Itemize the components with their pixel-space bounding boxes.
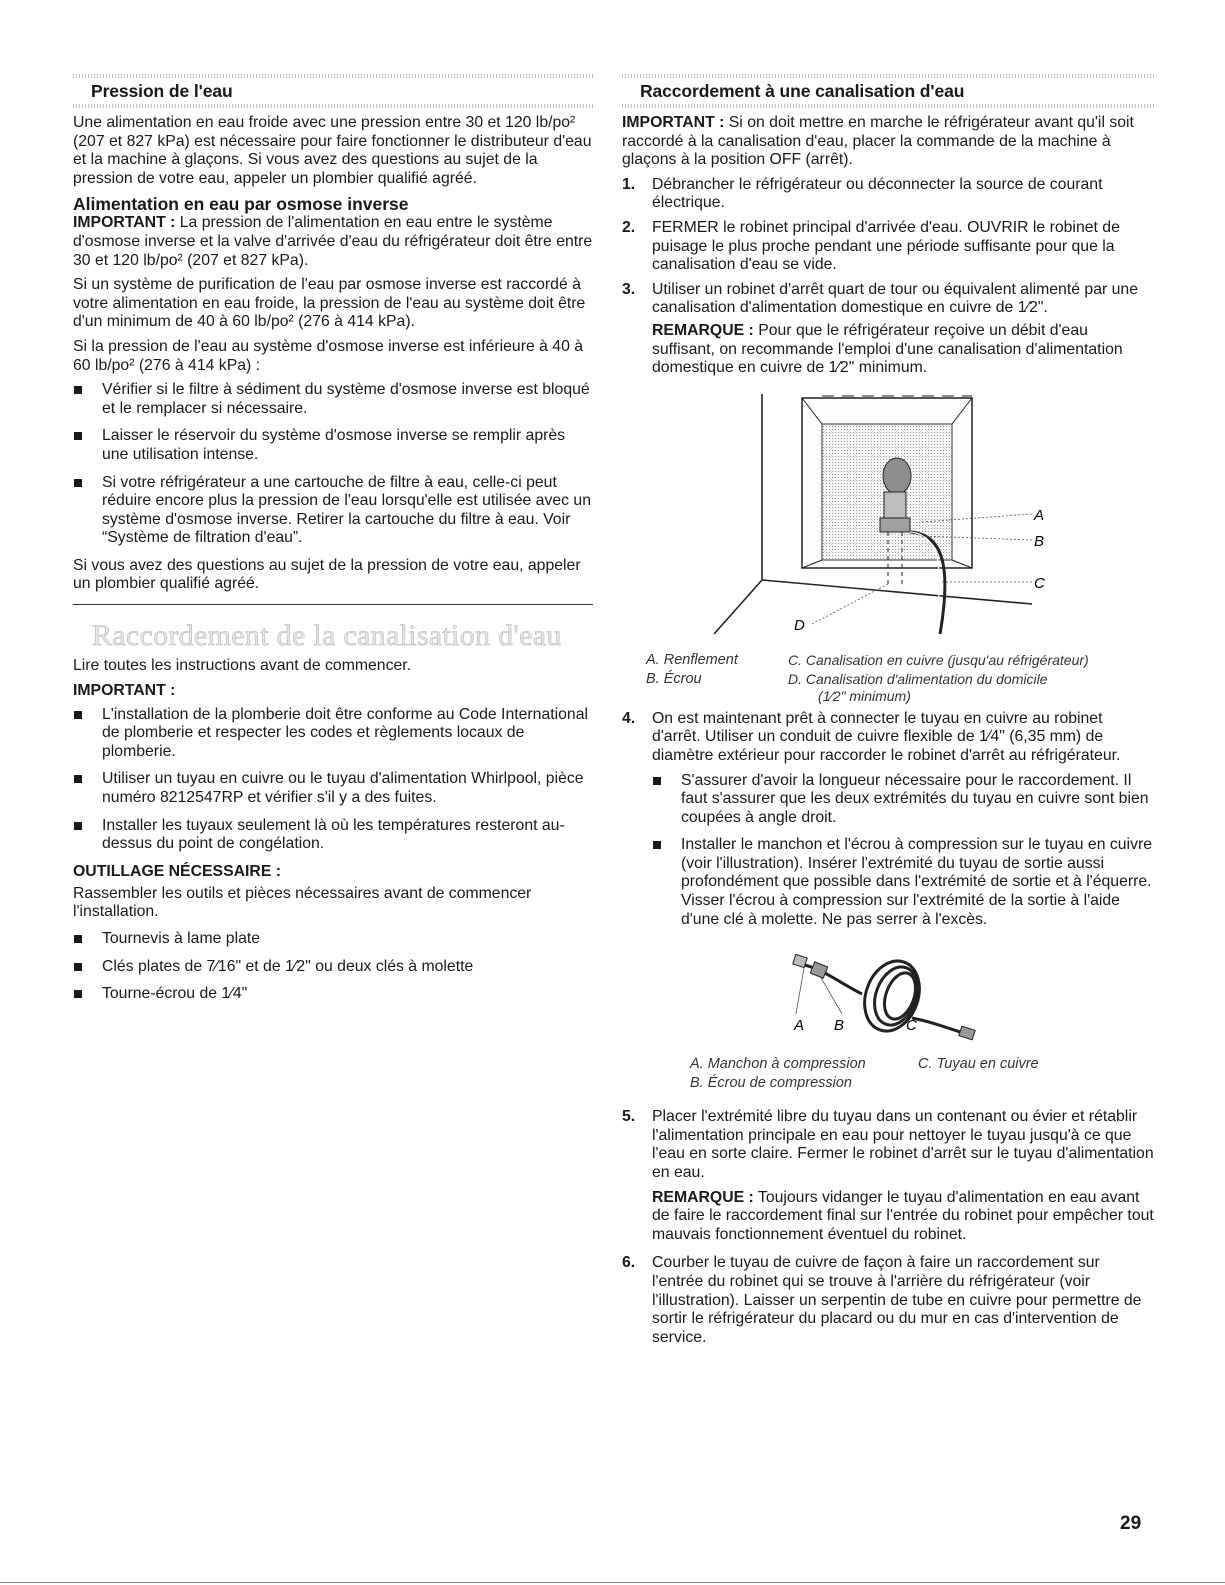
list-item: Tournevis à lame plate xyxy=(73,930,593,949)
step-item xyxy=(622,710,1154,930)
left-column xyxy=(73,74,593,1013)
paragraph: Si la pression de l'eau au système d'osmose inverse est inférieure à 40 à 60 lb/po² (276 à 414 kPa) : xyxy=(73,337,584,374)
list-item: Laisser le réservoir du système d'osmose inverse se remplir après une utilisation intense. xyxy=(73,427,593,464)
important-label: IMPORTANT : xyxy=(73,214,176,232)
important-text: Si on doit mettre en marche le réfrigérateur avant qu'il soit raccordé à la canalisation d'eau, placer la commande de la machine à glaçons à la position OFF (arrêt). xyxy=(622,114,1134,169)
right-column xyxy=(622,74,1154,1353)
bullet-list xyxy=(73,706,593,854)
step-item xyxy=(622,1108,1154,1244)
step-text: Courber le tuyau de cuivre de façon à faire un raccordement sur l'entrée du robinet qui se trouve à l'arrière du réfrigérateur (voir l'illustration). Laisser un serpentin de tube en cuivre pour permettre de sortir le réfrigérateur du placard ou du mur en cas d'intervention de service. xyxy=(652,1254,1142,1346)
caption-a: A. Renflement xyxy=(646,651,738,668)
step-number: 3. xyxy=(622,280,636,298)
chapter-title: Raccordement de la canalisation d'eau xyxy=(92,619,562,653)
step-number: 1. xyxy=(622,175,636,193)
section-header-raccordement xyxy=(622,74,1154,108)
caption-c: C. Canalisation en cuivre (jusqu'au réfrigérateur) xyxy=(788,651,1089,668)
bullet-list xyxy=(652,772,1154,930)
callout-letter: B xyxy=(834,1017,845,1035)
list-item: L'installation de la plomberie doit être conforme au Code International de plomberie et respecter les codes et règlements locaux de plomberie. xyxy=(73,706,593,762)
remarque-paragraph xyxy=(652,1189,1154,1245)
subsection-title: Alimentation en eau par osmose inverse xyxy=(73,194,409,215)
caption-d: D. Canalisation d'alimentation du domicile xyxy=(788,670,1048,687)
caption-b: B. Écrou xyxy=(646,670,702,687)
valve-illustration xyxy=(622,384,1154,654)
step-item xyxy=(622,219,1154,275)
step-number: 6. xyxy=(622,1254,636,1272)
caption-b: B. Écrou de compression xyxy=(690,1075,852,1092)
list-item: Tourne-écrou de 1⁄4" xyxy=(73,985,593,1004)
figure1-caption xyxy=(622,652,1154,710)
important-paragraph xyxy=(622,114,1154,170)
remarque-label: REMARQUE : xyxy=(652,1188,754,1206)
section-header-pression xyxy=(73,74,593,108)
important-label: IMPORTANT : xyxy=(622,114,725,131)
caption-d-note: (1⁄2" minimum) xyxy=(818,687,911,704)
step-item xyxy=(622,1254,1154,1347)
callout-letter: A xyxy=(1034,506,1045,524)
important-paragraph xyxy=(73,214,593,270)
list-item: Installer les tuyaux seulement là où les températures resteront au-dessus du point de congélation. xyxy=(73,817,593,854)
callout-letter: D xyxy=(794,616,805,634)
caption-a: A. Manchon à compression xyxy=(690,1056,866,1073)
step-text: Utiliser un robinet d'arrêt quart de tour ou équivalent alimenté par une canalisation d'alimentation domestique en cuivre de 1⁄2". xyxy=(652,280,1138,317)
section-title: Raccordement à une canalisation d'eau xyxy=(640,81,965,101)
step-item xyxy=(622,281,1154,378)
tools-list xyxy=(73,930,593,1004)
callout-letter: C xyxy=(1034,574,1045,592)
list-item: Installer le manchon et l'écrou à compression sur le tuyau en cuivre (voir l'illustration). Insérer l'extrémité du tuyau de sortie aussi profondément que possible dans l'extrémité de sortie et à l'équerre. Visser l'écrou à compression sur l'extrémité de la sortie à l'aide d'une clé à molette. Ne pas serrer à l'excès. xyxy=(652,836,1154,929)
paragraph: Si vous avez des questions au sujet de la pression de votre eau, appeler un plombier qualifié agréé. xyxy=(73,556,581,593)
callout-letter: C xyxy=(906,1017,917,1035)
page-number: 29 xyxy=(1120,1513,1142,1534)
figure-copper-tubing xyxy=(622,938,1154,1048)
paragraph: Si un système de purification de l'eau par osmose inverse est raccordé à votre alimentation en eau froide, la pression de l'eau au système doit être d'un minimum de 40 à 60 lb/po² (276 à 414 kPa). xyxy=(73,276,586,331)
section-title: Pression de l'eau xyxy=(91,81,233,101)
steps-list xyxy=(622,710,1154,930)
paragraph: Une alimentation en eau froide avec une pression entre 30 et 120 lb/po² (207 et 827 kPa) est nécessaire pour faire fonctionner le distributeur d'eau et la machine à glaçons. Si vous avez des questions au sujet de la pression de votre eau, appeler un plombier qualifié agréé. xyxy=(73,114,592,187)
paragraph: Rassembler les outils et pièces nécessaires avant de commencer l'installation. xyxy=(73,884,532,921)
list-item: Clés plates de 7⁄16" et de 1⁄2" ou deux clés à molette xyxy=(73,958,593,977)
list-item: Utiliser un tuyau en cuivre ou le tuyau d'alimentation Whirlpool, pièce numéro 8212547RP et vérifier s'il y a des fuites. xyxy=(73,770,593,807)
remarque-text: Pour que le réfrigérateur reçoive un débit d'eau suffisant, on recommande l'emploi d'une canalisation d'alimentation domestique en cuivre de 1⁄2" minimum. xyxy=(652,321,1123,377)
step-number: 4. xyxy=(622,709,636,727)
list-item: Vérifier si le filtre à sédiment du système d'osmose inverse est bloqué et le remplacer si nécessaire. xyxy=(73,381,593,418)
paragraph: Lire toutes les instructions avant de commencer. xyxy=(73,657,412,675)
step-text: On est maintenant prêt à connecter le tuyau en cuivre au robinet d'arrêt. Utiliser un conduit de cuivre flexible de 1⁄4" (6,35 mm) de diamètre extérieur pour raccorder le robinet d'arrêt au réfrigérateur. xyxy=(652,709,1121,764)
tubing-illustration xyxy=(622,938,1154,1048)
important-text: La pression de l'alimentation en eau entre le système d'osmose inverse et la valve d'arrivée d'eau du réfrigérateur doit être entre 30 et 120 lb/po² (207 et 827 kPa). xyxy=(73,214,593,269)
outillage-label: OUTILLAGE NÉCESSAIRE : xyxy=(73,862,282,880)
step-text: Placer l'extrémité libre du tuyau dans un contenant ou évier et rétablir l'alimentation principale en eau pour nettoyer le tuyau jusqu'à ce que l'eau en sorte claire. Fermer le robinet d'arrêt sur le tuyau d'alimentation en eau. xyxy=(652,1108,1154,1182)
step-text: Débrancher le réfrigérateur ou déconnecter la source de courant électrique. xyxy=(652,175,1103,212)
remarque-paragraph xyxy=(652,322,1154,378)
callout-letter: B xyxy=(1034,532,1045,550)
list-item: Si votre réfrigérateur a une cartouche de filtre à eau, celle-ci peut réduire encore plus la pression de l'eau lorsqu'elle est utilisée avec un système d'osmose inverse. Retirer la cartouche du filtre à eau. Voir “Système de filtration d'eau”. xyxy=(73,474,593,548)
remarque-text: Toujours vidanger le tuyau d'alimentation en eau avant de faire le raccordement final sur l'entrée du robinet pour empêcher tout mauvais fonctionnement éventuel du robinet. xyxy=(652,1188,1154,1243)
remarque-label: REMARQUE : xyxy=(652,321,754,339)
page-bottom-rule xyxy=(0,1582,1225,1583)
bullet-list xyxy=(73,381,593,548)
important-label: IMPORTANT : xyxy=(73,681,176,699)
step-text: FERMER le robinet principal d'arrivée d'eau. OUVRIR le robinet de puisage le plus proche pendant une période suffisante pour que la canalisation d'eau se vide. xyxy=(652,218,1120,274)
callout-letter: A xyxy=(794,1017,805,1035)
figure-shutoff-valve xyxy=(622,384,1154,654)
step-item xyxy=(622,176,1154,213)
figure2-caption xyxy=(622,1056,1154,1098)
step-number: 2. xyxy=(622,218,636,236)
steps-list xyxy=(622,1108,1154,1347)
steps-list xyxy=(622,176,1154,378)
step-number: 5. xyxy=(622,1108,636,1126)
list-item: S'assurer d'avoir la longueur nécessaire pour le raccordement. Il faut s'assurer que les deux extrémités du tuyau en cuivre sont bien coupées à angle droit. xyxy=(652,772,1154,828)
divider xyxy=(73,604,593,605)
caption-c: C. Tuyau en cuivre xyxy=(918,1056,1039,1073)
